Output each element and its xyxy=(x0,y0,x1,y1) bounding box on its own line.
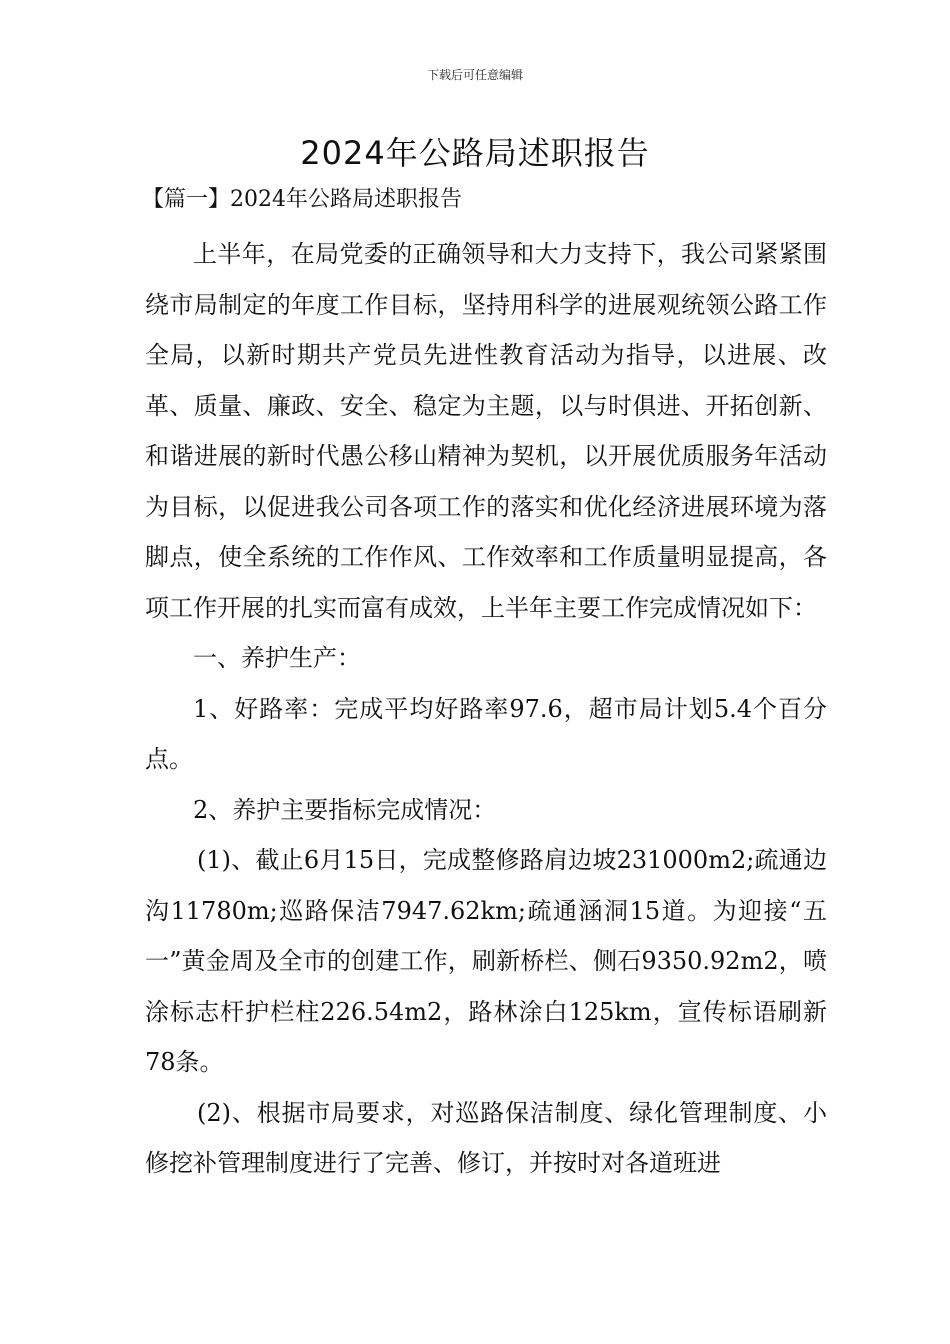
paragraph-item-1: (1)、截止6月15日，完成整修路肩边坡231000m2;疏通边沟11780m;巡路保洁7947.62km;疏通涵洞15道。为迎接“五一”黄金周及全市的创建工作，刷新桥栏、侧石9350.92m2，喷涂标志杆护栏柱226.54m2，路林涂白125km，宣传标语刷新78条。 xyxy=(145,846,827,1076)
header-note: 下载后可任意编辑 xyxy=(426,68,523,82)
paragraph-intro: 上半年，在局党委的正确领导和大力支持下，我公司紧紧围绕市局制定的年度工作目标，坚持用科学的进展观统领公路工作全局，以新时期共产党员先进性教育活动为指导，以进展、改革、质量、廉政、安全、稳定为主题，以与时俱进、开拓创新、和谐进展的新时代愚公移山精神为契机，以开展优质服务年活动为目标，以促进我公司各项工作的落实和优化经济进展环境为落脚点，使全系统的工作作风、工作效率和工作质量明显提高，各项工作开展的扎实而富有成效，上半年主要工作完成情况如下： xyxy=(145,240,827,622)
document-title: 2024年公路局述职报告 xyxy=(300,134,650,172)
paragraph-item-2: (2)、根据市局要求，对巡路保洁制度、绿化管理制度、小修挖补管理制度进行了完善、修订，并按时对各道班进 xyxy=(145,1098,827,1177)
document-body xyxy=(145,229,827,1189)
section-heading: 【篇一】2024年公路局述职报告 xyxy=(142,187,462,212)
paragraph-heading-maintenance: 一、养护生产： xyxy=(193,644,361,672)
paragraph-indicators-heading: 2、养护主要指标完成情况： xyxy=(193,795,497,824)
paragraph-road-rate: 1、好路率：完成平均好路率97.6，超市局计划5.4个百分点。 xyxy=(145,694,827,773)
